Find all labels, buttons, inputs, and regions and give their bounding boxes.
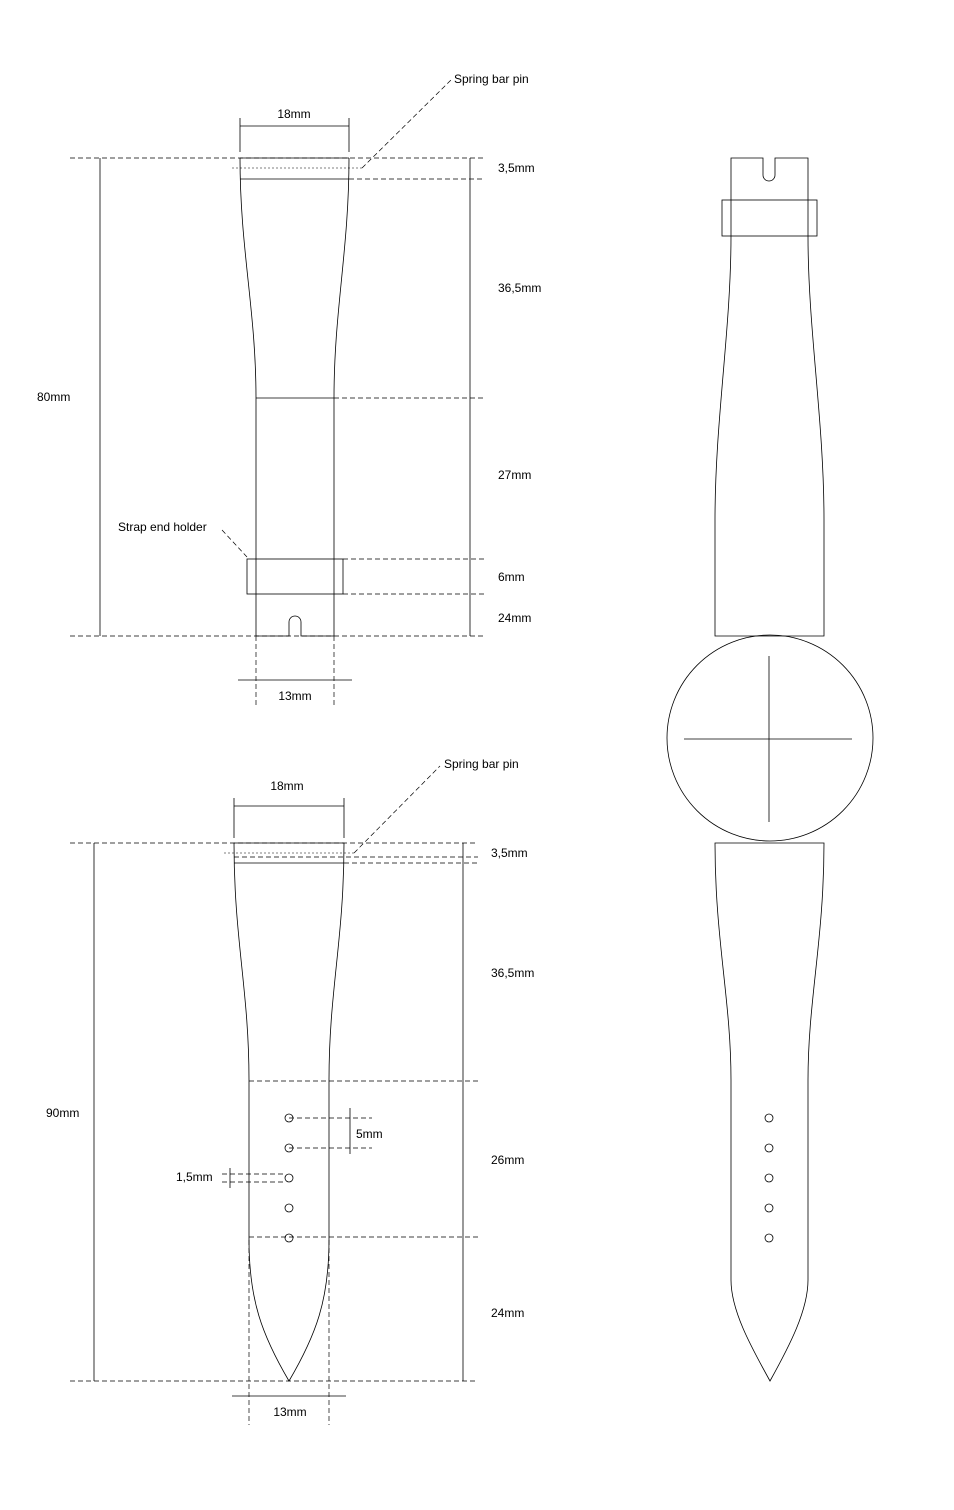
watch-case — [667, 635, 873, 841]
watch-strap-keeper — [722, 200, 817, 236]
top-seg1-label: 3,5mm — [498, 161, 535, 175]
strap-hole — [285, 1174, 293, 1182]
bottom-spring-bar-pin-label: Spring bar pin — [444, 757, 519, 771]
strap-end-holder — [247, 559, 343, 594]
bottom-total-label: 90mm — [46, 1106, 80, 1120]
top-width-label: 18mm — [277, 107, 311, 121]
top-seg3-label: 27mm — [498, 468, 532, 482]
bottom-strap-outline — [234, 843, 344, 1381]
top-total-label: 80mm — [37, 390, 71, 404]
watch-strap-hole — [765, 1144, 773, 1152]
top-spring-bar-pin-label: Spring bar pin — [454, 72, 529, 86]
strap-end-holder-label: Strap end holder — [118, 520, 207, 534]
watch-lower-strap — [715, 843, 824, 1381]
top-bottom-width-label: 13mm — [278, 689, 312, 703]
hole-spacing-label: 5mm — [356, 1127, 383, 1141]
bottom-strap-drawing — [46, 757, 534, 1425]
top-strap-drawing — [37, 72, 541, 706]
top-seg2-label: 36,5mm — [498, 281, 542, 295]
bottom-width-label: 18mm — [270, 779, 304, 793]
watch-strap-hole — [765, 1114, 773, 1122]
watch-upper-strap — [715, 158, 824, 636]
top-pin-leader — [362, 79, 452, 168]
bottom-pin-leader — [354, 766, 440, 853]
bottom-seg3-label: 26mm — [491, 1153, 525, 1167]
assembled-watch-drawing — [667, 158, 873, 1381]
holder-leader — [222, 530, 247, 557]
bottom-seg1-label: 3,5mm — [491, 846, 528, 860]
watch-strap-hole — [765, 1174, 773, 1182]
hole-diameter-label: 1,5mm — [176, 1170, 213, 1184]
bottom-bottom-width-label: 13mm — [273, 1405, 307, 1419]
top-strap-right-edge — [334, 158, 349, 636]
watch-strap-hole — [765, 1234, 773, 1242]
watch-strap-hole — [765, 1204, 773, 1212]
top-seg4-label: 6mm — [498, 570, 525, 584]
strap-hole — [285, 1204, 293, 1212]
top-seg5-label: 24mm — [498, 611, 532, 625]
top-strap-bottom-edge-notch — [256, 616, 334, 636]
top-strap-left-edge — [240, 158, 256, 636]
strap-hole — [285, 1234, 293, 1242]
bottom-seg4-label: 24mm — [491, 1306, 525, 1320]
bottom-seg2-label: 36,5mm — [491, 966, 535, 980]
